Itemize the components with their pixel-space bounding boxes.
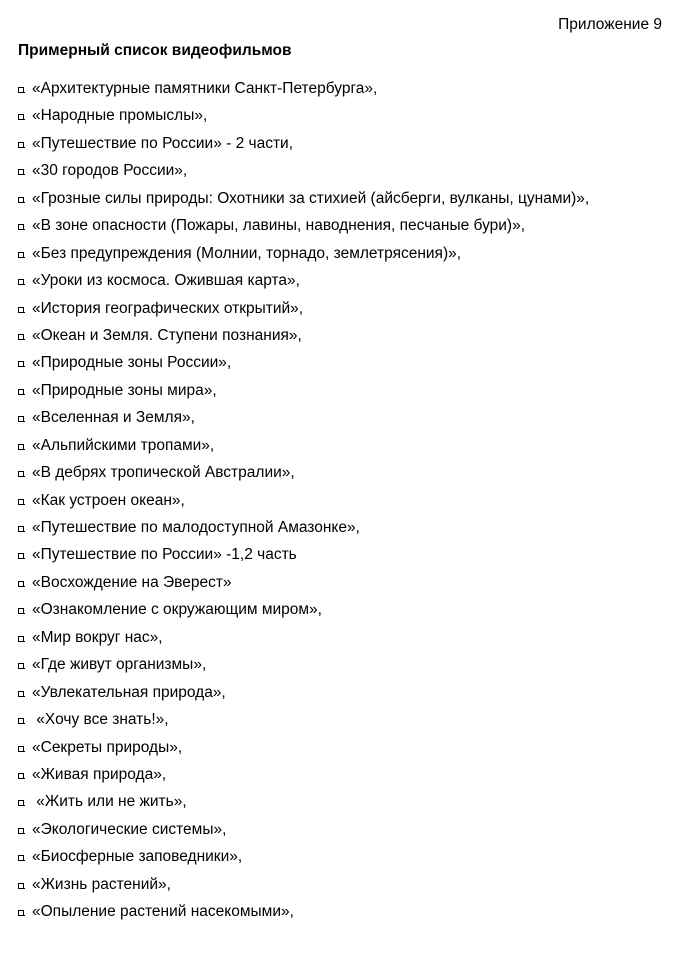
square-bullet-icon	[18, 855, 24, 861]
appendix-label: Приложение 9	[558, 16, 662, 33]
square-bullet-icon	[18, 334, 24, 340]
square-bullet-icon	[18, 608, 24, 614]
film-title: «Вселенная и Земля»,	[32, 409, 195, 427]
film-title: «Альпийскими тропами»,	[32, 436, 215, 454]
list-item	[18, 600, 670, 627]
film-title: «Океан и Земля. Ступени познания»,	[32, 326, 302, 344]
square-bullet-icon	[18, 142, 24, 148]
list-item	[18, 875, 670, 902]
list-item	[18, 326, 670, 353]
square-bullet-icon	[18, 910, 24, 916]
square-bullet-icon	[18, 636, 24, 642]
square-bullet-icon	[18, 663, 24, 669]
square-bullet-icon	[18, 471, 24, 477]
square-bullet-icon	[18, 197, 24, 203]
square-bullet-icon	[18, 691, 24, 697]
square-bullet-icon	[18, 883, 24, 889]
film-title: «Мир вокруг нас»,	[32, 628, 163, 646]
film-title: «Путешествие по России» -1,2 часть	[32, 546, 297, 564]
film-title: «Хочу все знать!»,	[32, 711, 169, 729]
film-title: «Как устроен океан»,	[32, 491, 185, 509]
list-item	[18, 628, 670, 655]
film-list	[18, 79, 670, 930]
list-item	[18, 271, 670, 298]
film-title: «Без предупреждения (Молнии, торнадо, землетрясения)»,	[32, 244, 462, 262]
square-bullet-icon	[18, 828, 24, 834]
square-bullet-icon	[18, 718, 24, 724]
square-bullet-icon	[18, 361, 24, 367]
list-item	[18, 491, 670, 518]
list-item	[18, 545, 670, 572]
square-bullet-icon	[18, 252, 24, 258]
list-item	[18, 381, 670, 408]
square-bullet-icon	[18, 169, 24, 175]
list-item	[18, 408, 670, 435]
film-title: «Природные зоны России»,	[32, 354, 232, 372]
list-item	[18, 134, 670, 161]
list-item	[18, 847, 670, 874]
list-item	[18, 106, 670, 133]
square-bullet-icon	[18, 279, 24, 285]
film-title: «Жить или не жить»,	[32, 793, 187, 811]
film-title: «Природные зоны мира»,	[32, 381, 217, 399]
square-bullet-icon	[18, 224, 24, 230]
film-title: «Грозные силы природы: Охотники за стихией (айсберги, вулканы, цунами)»,	[32, 189, 590, 207]
film-title: «Ознакомление с окружающим миром»,	[32, 601, 322, 619]
square-bullet-icon	[18, 389, 24, 395]
document-title: Примерный список видеофильмов	[18, 42, 292, 59]
film-title: «Опыление растений насекомыми»,	[32, 903, 294, 921]
list-item	[18, 189, 670, 216]
square-bullet-icon	[18, 773, 24, 779]
list-item	[18, 518, 670, 545]
film-title: «Биосферные заповедники»,	[32, 848, 243, 866]
list-item	[18, 161, 670, 188]
film-title: «В дебрях тропической Австралии»,	[32, 464, 295, 482]
list-item	[18, 463, 670, 490]
list-item	[18, 353, 670, 380]
square-bullet-icon	[18, 87, 24, 93]
film-title: «Где живут организмы»,	[32, 656, 207, 674]
list-item	[18, 765, 670, 792]
list-item	[18, 683, 670, 710]
list-item	[18, 655, 670, 682]
list-item	[18, 738, 670, 765]
list-item	[18, 299, 670, 326]
film-title: «В зоне опасности (Пожары, лавины, наводнения, песчаные бури)»,	[32, 217, 526, 235]
list-item	[18, 792, 670, 819]
film-title: «Живая природа»,	[32, 765, 167, 783]
list-item	[18, 573, 670, 600]
film-title: «История географических открытий»,	[32, 299, 304, 317]
list-item	[18, 216, 670, 243]
square-bullet-icon	[18, 800, 24, 806]
film-title: «Путешествие по России» - 2 части,	[32, 134, 294, 152]
list-item	[18, 244, 670, 271]
square-bullet-icon	[18, 114, 24, 120]
list-item	[18, 820, 670, 847]
square-bullet-icon	[18, 553, 24, 559]
square-bullet-icon	[18, 581, 24, 587]
square-bullet-icon	[18, 746, 24, 752]
film-title: «Восхождение на Эверест»	[32, 573, 232, 591]
list-item	[18, 79, 670, 106]
film-title: «Секреты природы»,	[32, 738, 183, 756]
film-title: «Путешествие по малодоступной Амазонке»,	[32, 519, 360, 536]
film-title: «Уроки из космоса. Ожившая карта»,	[32, 272, 300, 290]
list-item	[18, 436, 670, 463]
film-title: «30 городов России»,	[32, 162, 188, 180]
film-title: «Экологические системы»,	[32, 820, 227, 838]
list-item	[18, 902, 670, 929]
film-title: «Жизнь растений»,	[32, 875, 171, 893]
square-bullet-icon	[18, 526, 24, 532]
list-item	[18, 710, 670, 737]
square-bullet-icon	[18, 499, 24, 505]
square-bullet-icon	[18, 444, 24, 450]
film-title: «Увлекательная природа»,	[32, 683, 226, 701]
film-title: «Архитектурные памятники Санкт-Петербурга»,	[32, 80, 378, 97]
square-bullet-icon	[18, 307, 24, 313]
square-bullet-icon	[18, 416, 24, 422]
film-title: «Народные промыслы»,	[32, 107, 208, 125]
